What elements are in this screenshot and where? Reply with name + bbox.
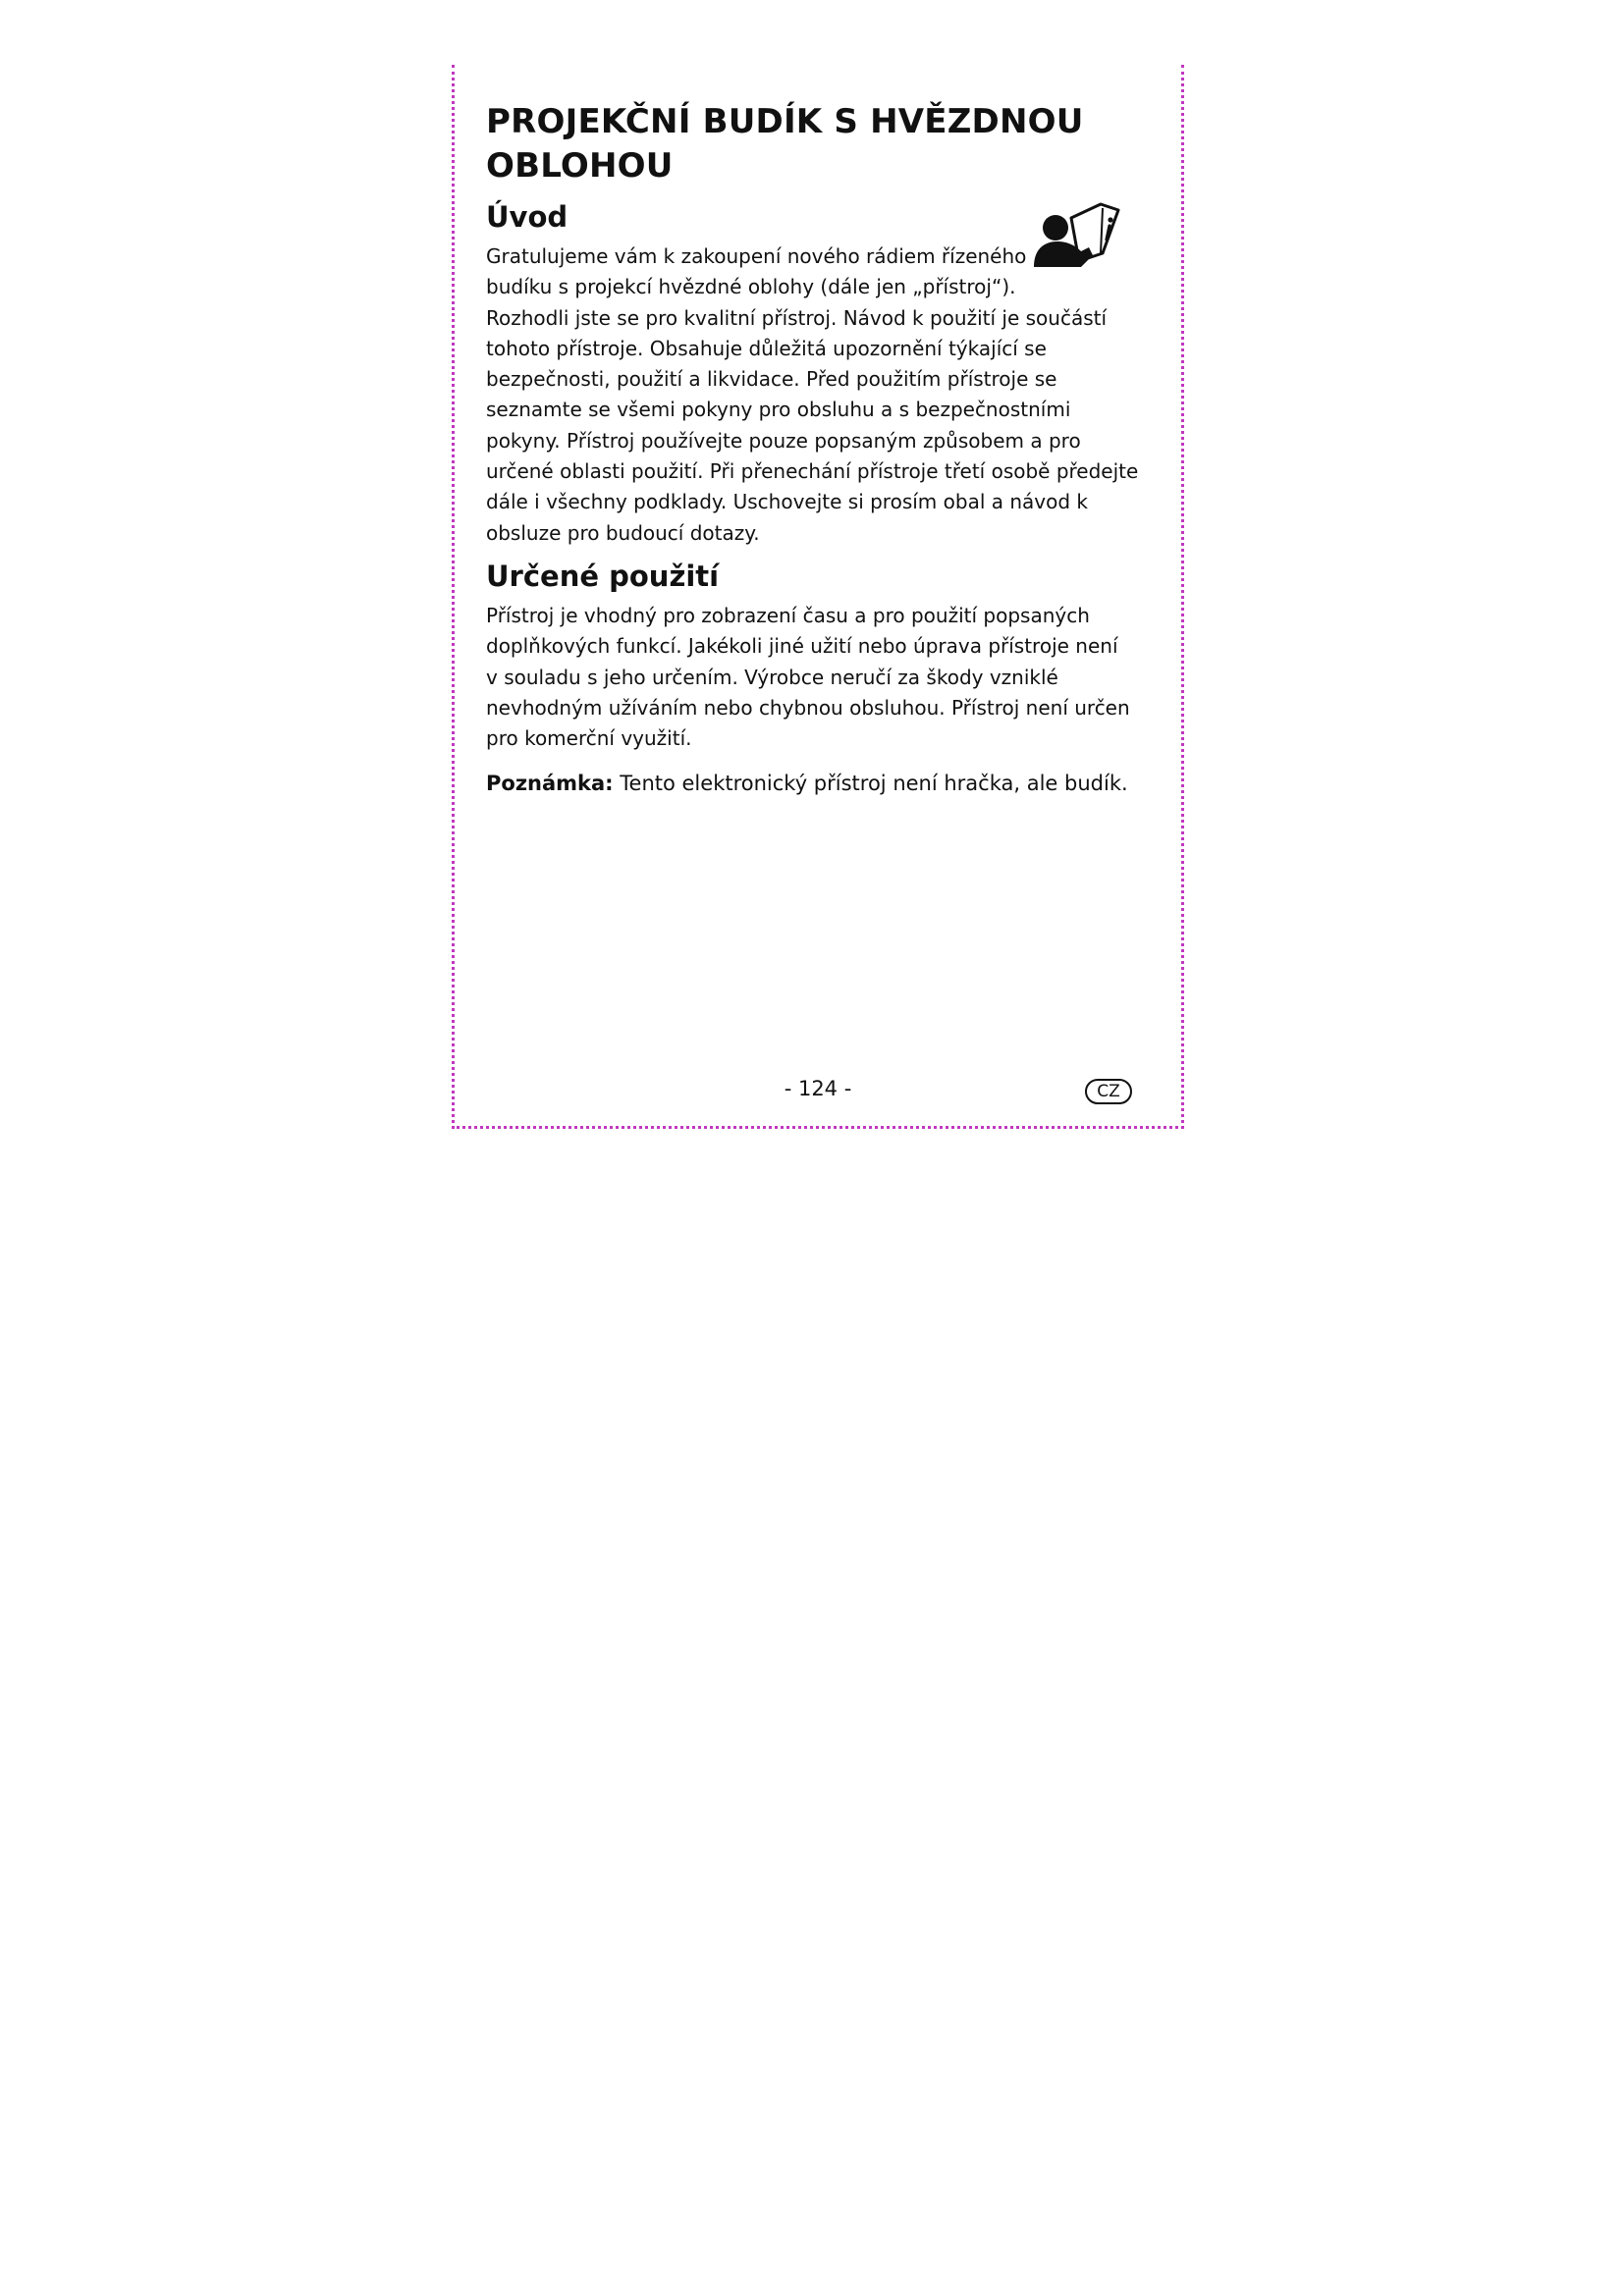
note-paragraph [486, 769, 1128, 798]
manual-page [452, 65, 1184, 1129]
intro-line: Gratulujeme vám k zakoupení nového rádiem řízeného [486, 244, 1027, 268]
intro-heading: Úvod [486, 200, 568, 234]
intro-line: dále i všechny podklady. Uschovejte si prosím obal a návod k [486, 490, 1088, 514]
intro-line: budíku s projekcí hvězdné oblohy (dále jen „přístroj“). [486, 275, 1016, 299]
intended-use-heading: Určené použití [486, 560, 720, 593]
intro-line: seznamte se všemi pokyny pro obsluhu a s bezpečnostními [486, 398, 1071, 422]
intro-line: tohoto přístroje. Obsahuje důležitá upozornění týkající se [486, 336, 1047, 360]
page-title: PROJEKČNÍ BUDÍK S HVĚZDNOU OBLOHOU [486, 102, 1084, 186]
intro-line: obsluze pro budoucí dotazy. [486, 520, 760, 545]
intended-use-line: v souladu s jeho určením. Výrobce neručí za škody vzniklé [486, 665, 1058, 689]
intro-line: bezpečnosti, použití a likvidace. Před použitím přístroje se [486, 367, 1057, 392]
intended-use-paragraph [486, 601, 1130, 754]
note-text: Tento elektronický přístroj není hračka, ale budík. [613, 772, 1128, 795]
intended-use-line: doplňkových funkcí. Jakékoli jiné užití nebo úprava přístroje není [486, 634, 1118, 659]
intro-line: pokyny. Přístroj používejte pouze popsaným způsobem a pro [486, 428, 1081, 453]
intended-use-line: nevhodným užíváním nebo chybnou obsluhou. Přístroj není určen [486, 695, 1130, 720]
note-label: Poznámka: [486, 772, 614, 795]
intended-use-line: Přístroj je vhodný pro zobrazení času a pro použití popsaných [486, 604, 1090, 627]
intro-line: určené oblasti použití. Při přenechání přístroje třetí osobě předejte [486, 459, 1139, 484]
intro-paragraph [486, 241, 1138, 549]
intro-line: Rozhodli jste se pro kvalitní přístroj. Návod k použití je součástí [486, 305, 1108, 330]
language-badge: CZ [1085, 1079, 1132, 1104]
page-number: - 124 - [784, 1077, 852, 1100]
intended-use-line: pro komerční využití. [486, 726, 692, 751]
